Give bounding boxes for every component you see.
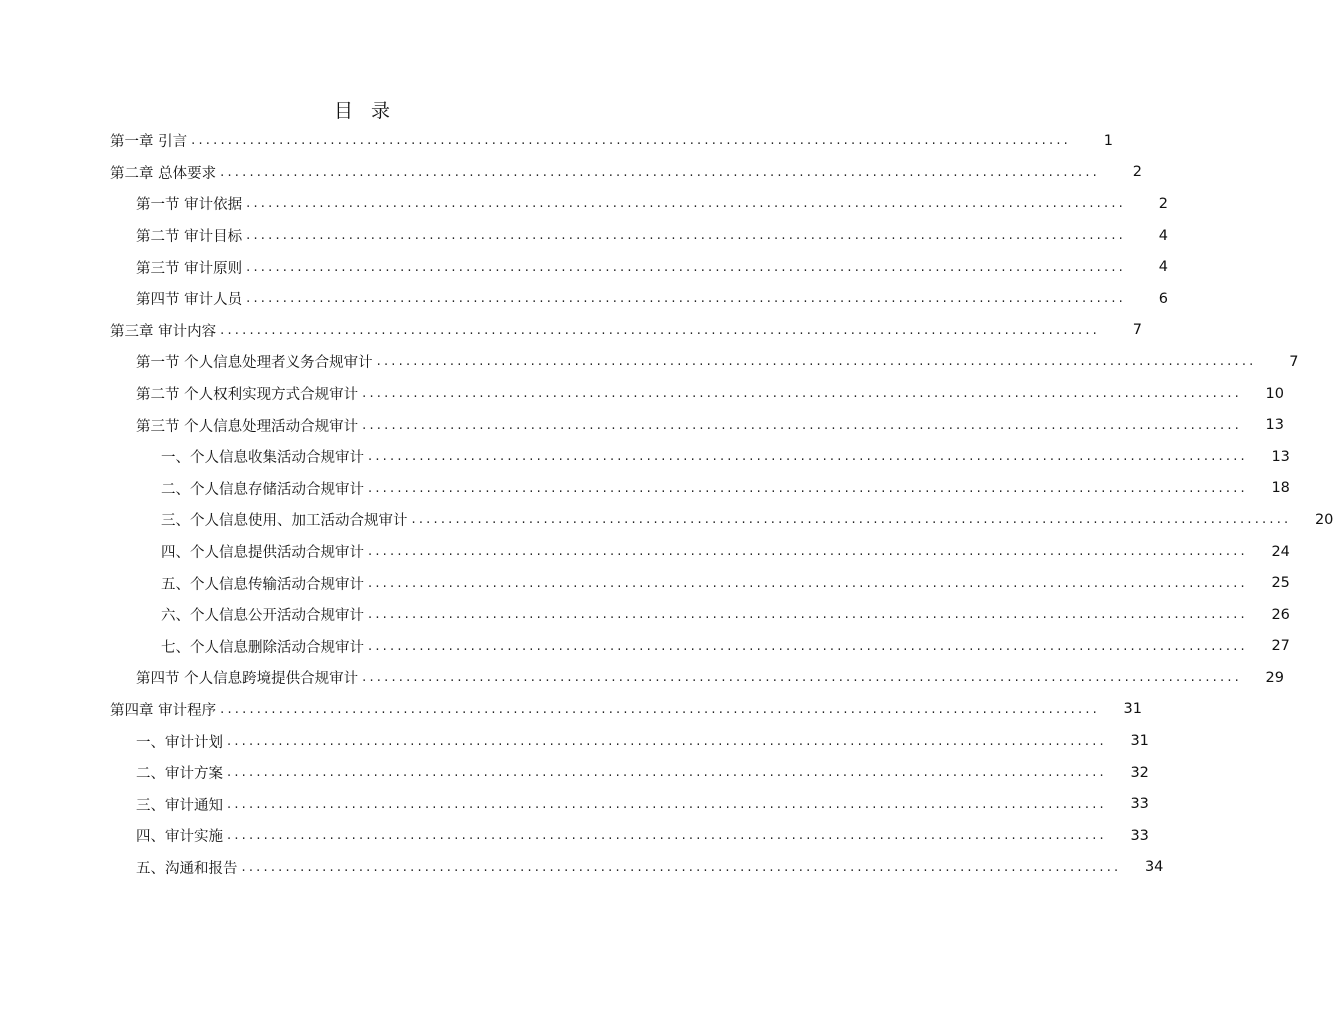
dot-leader: ........................................................................................................................ — [368, 449, 1248, 465]
toc-entry-label: 第三节 个人信息处理活动合规审计 — [136, 415, 362, 436]
toc-entry[interactable] — [0, 567, 1290, 599]
dot-leader: ........................................................................................................................ — [227, 765, 1107, 781]
dot-leader: ........................................................................................................................ — [411, 512, 1292, 528]
toc-entry-label: 第一章 引言 — [110, 130, 191, 151]
dot-leader: ........................................................................................................................ — [368, 575, 1248, 591]
toc-entry-label: 第一节 审计依据 — [136, 193, 246, 214]
toc-entry-page-number: 34 — [1144, 859, 1164, 876]
toc-entry[interactable] — [0, 662, 1284, 694]
toc-entry[interactable] — [0, 220, 1168, 252]
toc-title: 目录 — [333, 100, 408, 122]
dot-leader: ........................................................................................................................ — [368, 607, 1248, 623]
toc-entry[interactable] — [0, 757, 1149, 789]
toc-entry-label: 二、审计方案 — [136, 762, 227, 783]
dot-leader: ........................................................................................................................ — [246, 228, 1126, 244]
dot-leader: ........................................................................................................................ — [227, 733, 1107, 749]
toc-entry-page-number: 29 — [1265, 669, 1284, 686]
dot-leader: ........................................................................................................................ — [241, 859, 1122, 875]
toc-entry-label: 五、个人信息传输活动合规审计 — [161, 573, 368, 594]
dot-leader: ........................................................................................................................ — [246, 259, 1126, 275]
toc-entry[interactable] — [0, 378, 1284, 410]
toc-entry-page-number: 32 — [1130, 764, 1149, 781]
dot-leader: ........................................................................................................................ — [227, 796, 1107, 812]
toc-entry-page-number: 13 — [1265, 417, 1284, 434]
toc-entry-page-number: 4 — [1158, 259, 1168, 276]
toc-entry[interactable] — [0, 473, 1290, 505]
dot-leader: ........................................................................................................................ — [362, 386, 1242, 402]
toc-entry-label: 一、个人信息收集活动合规审计 — [161, 446, 368, 467]
toc-entry-page-number: 18 — [1271, 480, 1290, 497]
toc-entry-label: 四、个人信息提供活动合规审计 — [161, 541, 368, 562]
dot-leader: ........................................................................................................................ — [246, 291, 1126, 307]
toc-entry-page-number: 26 — [1271, 606, 1290, 623]
toc-entry-page-number: 6 — [1158, 290, 1168, 307]
toc-entry-label: 二、个人信息存储活动合规审计 — [161, 478, 368, 499]
toc-entry-label: 四、审计实施 — [136, 825, 227, 846]
toc-entry-page-number: 33 — [1130, 796, 1149, 813]
toc-entry[interactable] — [0, 599, 1290, 631]
toc-entry-page-number: 25 — [1271, 575, 1290, 592]
toc-entry-label: 第三章 审计内容 — [110, 320, 220, 341]
toc-entry-page-number: 7 — [1132, 322, 1142, 339]
toc-entry-page-number: 7 — [1289, 353, 1299, 370]
toc-entry-page-number: 27 — [1271, 638, 1290, 655]
toc-entry-label: 六、个人信息公开活动合规审计 — [161, 604, 368, 625]
toc-entry[interactable] — [0, 852, 1164, 884]
dot-leader: ........................................................................................................................ — [220, 322, 1100, 338]
toc-entry-page-number: 13 — [1271, 448, 1290, 465]
dot-leader: ........................................................................................................................ — [220, 701, 1100, 717]
toc-entry[interactable] — [0, 251, 1168, 283]
toc-entry[interactable] — [0, 157, 1142, 189]
toc-entry[interactable] — [0, 694, 1142, 726]
toc-entry-page-number: 1 — [1103, 132, 1113, 149]
toc-entry[interactable] — [0, 725, 1149, 757]
toc-entry-label: 第二章 总体要求 — [110, 162, 220, 183]
toc-entry-page-number: 33 — [1130, 827, 1149, 844]
toc-entry[interactable] — [0, 820, 1149, 852]
toc-entry[interactable] — [0, 536, 1290, 568]
toc-entry-page-number: 31 — [1123, 701, 1142, 718]
toc-entry-label: 第一节 个人信息处理者义务合规审计 — [136, 351, 377, 372]
toc-entry-page-number: 4 — [1158, 227, 1168, 244]
dot-leader: ........................................................................................................................ — [362, 417, 1242, 433]
toc-entry-label: 一、审计计划 — [136, 731, 227, 752]
toc-entry-label: 七、个人信息删除活动合规审计 — [161, 636, 368, 657]
toc-entry[interactable] — [0, 125, 1113, 157]
toc-entry[interactable] — [0, 409, 1284, 441]
dot-leader: ........................................................................................................................ — [191, 133, 1071, 149]
dot-leader: ........................................................................................................................ — [362, 670, 1242, 686]
toc-entry-label: 三、个人信息使用、加工活动合规审计 — [161, 509, 412, 530]
toc-entry[interactable] — [0, 788, 1149, 820]
dot-leader: ........................................................................................................................ — [368, 544, 1248, 560]
toc-entry[interactable] — [0, 504, 1333, 536]
toc-entry[interactable] — [0, 346, 1299, 378]
dot-leader: ........................................................................................................................ — [246, 196, 1126, 212]
toc-entry-page-number: 31 — [1130, 733, 1149, 750]
toc-entry[interactable] — [0, 188, 1168, 220]
toc-list — [0, 125, 1333, 883]
toc-entry-page-number: 20 — [1314, 511, 1333, 528]
toc-entry[interactable] — [0, 283, 1168, 315]
toc-entry-label: 第三节 审计原则 — [136, 257, 246, 278]
toc-entry-label: 第四章 审计程序 — [110, 699, 220, 720]
toc-entry-page-number: 10 — [1265, 385, 1284, 402]
toc-entry-page-number: 24 — [1271, 543, 1290, 560]
dot-leader: ........................................................................................................................ — [368, 480, 1248, 496]
dot-leader: ........................................................................................................................ — [227, 828, 1107, 844]
toc-entry-label: 第四节 个人信息跨境提供合规审计 — [136, 667, 362, 688]
toc-entry-label: 第二节 审计目标 — [136, 225, 246, 246]
dot-leader: ........................................................................................................................ — [368, 638, 1248, 654]
toc-entry-label: 五、沟通和报告 — [136, 857, 242, 878]
toc-entry[interactable] — [0, 631, 1290, 663]
toc-entry[interactable] — [0, 441, 1290, 473]
toc-entry-page-number: 2 — [1132, 164, 1142, 181]
toc-entry-page-number: 2 — [1158, 195, 1168, 212]
toc-entry-label: 第四节 审计人员 — [136, 288, 246, 309]
toc-entry-label: 三、审计通知 — [136, 794, 227, 815]
toc-entry-label: 第二节 个人权利实现方式合规审计 — [136, 383, 362, 404]
toc-entry[interactable] — [0, 315, 1142, 347]
dot-leader: ........................................................................................................................ — [220, 164, 1100, 180]
dot-leader: ........................................................................................................................ — [376, 354, 1257, 370]
